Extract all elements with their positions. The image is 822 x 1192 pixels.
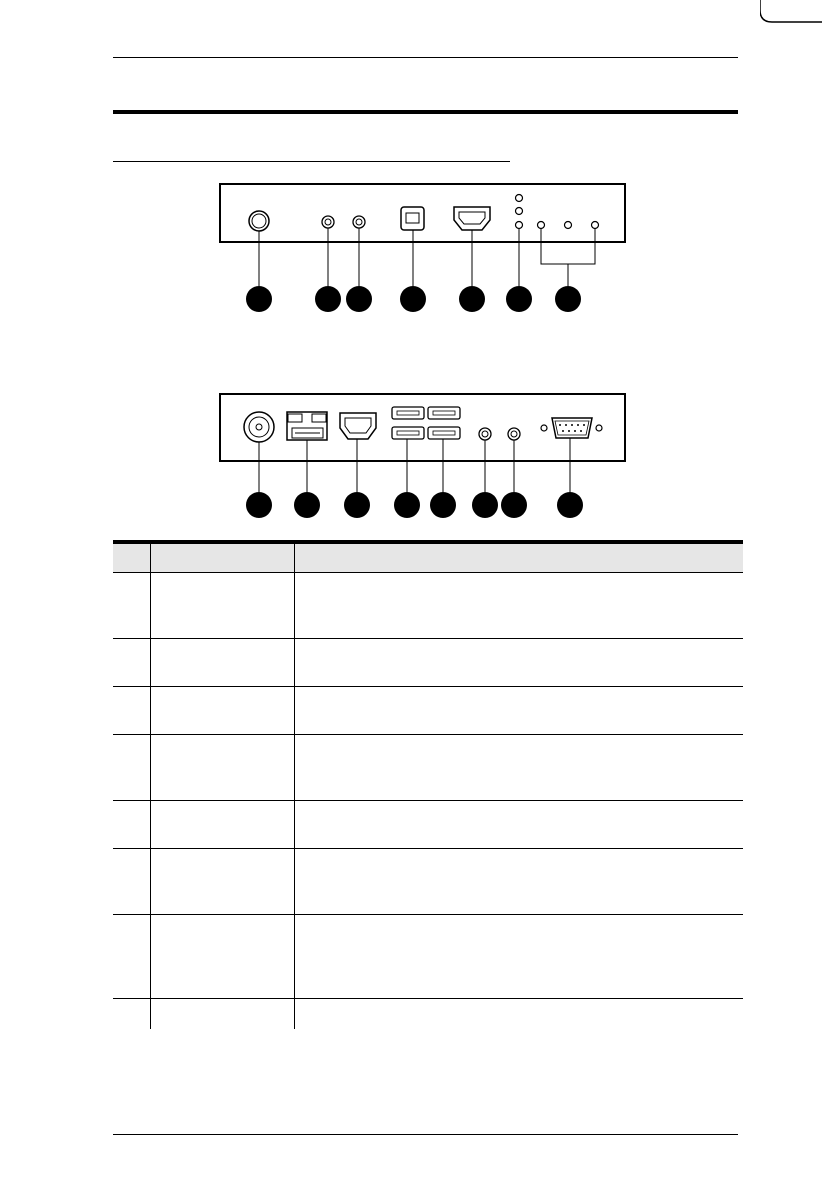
table-row bbox=[113, 687, 743, 735]
bottom-panel-diagram bbox=[210, 390, 630, 520]
row-number bbox=[113, 801, 150, 849]
row-number bbox=[113, 915, 150, 999]
row-number bbox=[113, 573, 150, 639]
row-number bbox=[113, 639, 150, 687]
row-description bbox=[294, 573, 743, 639]
table-header-row bbox=[113, 542, 743, 573]
row-number bbox=[113, 687, 150, 735]
row-description bbox=[294, 801, 743, 849]
row-component bbox=[150, 915, 294, 999]
header-thin-rule bbox=[113, 57, 738, 58]
row-component bbox=[150, 849, 294, 915]
section-heading-rule bbox=[113, 110, 738, 114]
table-row bbox=[113, 915, 743, 999]
table-row bbox=[113, 639, 743, 687]
subsection-heading-rule bbox=[113, 161, 510, 162]
table-row bbox=[113, 735, 743, 801]
row-description bbox=[294, 639, 743, 687]
table-row bbox=[113, 849, 743, 915]
row-description bbox=[294, 735, 743, 801]
table-row bbox=[113, 573, 743, 639]
row-description bbox=[294, 999, 743, 1029]
table-row bbox=[113, 801, 743, 849]
footer-rule bbox=[113, 1134, 738, 1135]
row-number bbox=[113, 735, 150, 801]
top-panel-diagram bbox=[210, 178, 630, 318]
row-component bbox=[150, 801, 294, 849]
row-component bbox=[150, 573, 294, 639]
page-tab-marker bbox=[760, 0, 822, 25]
row-component bbox=[150, 687, 294, 735]
component-reference-table bbox=[113, 540, 743, 1029]
header-component bbox=[150, 542, 294, 573]
row-number bbox=[113, 849, 150, 915]
row-component bbox=[150, 639, 294, 687]
header-no bbox=[113, 542, 150, 573]
row-description bbox=[294, 849, 743, 915]
row-number bbox=[113, 999, 150, 1029]
header-description bbox=[294, 542, 743, 573]
row-component bbox=[150, 735, 294, 801]
row-description bbox=[294, 687, 743, 735]
row-description bbox=[294, 915, 743, 999]
table-row bbox=[113, 999, 743, 1029]
row-component bbox=[150, 999, 294, 1029]
